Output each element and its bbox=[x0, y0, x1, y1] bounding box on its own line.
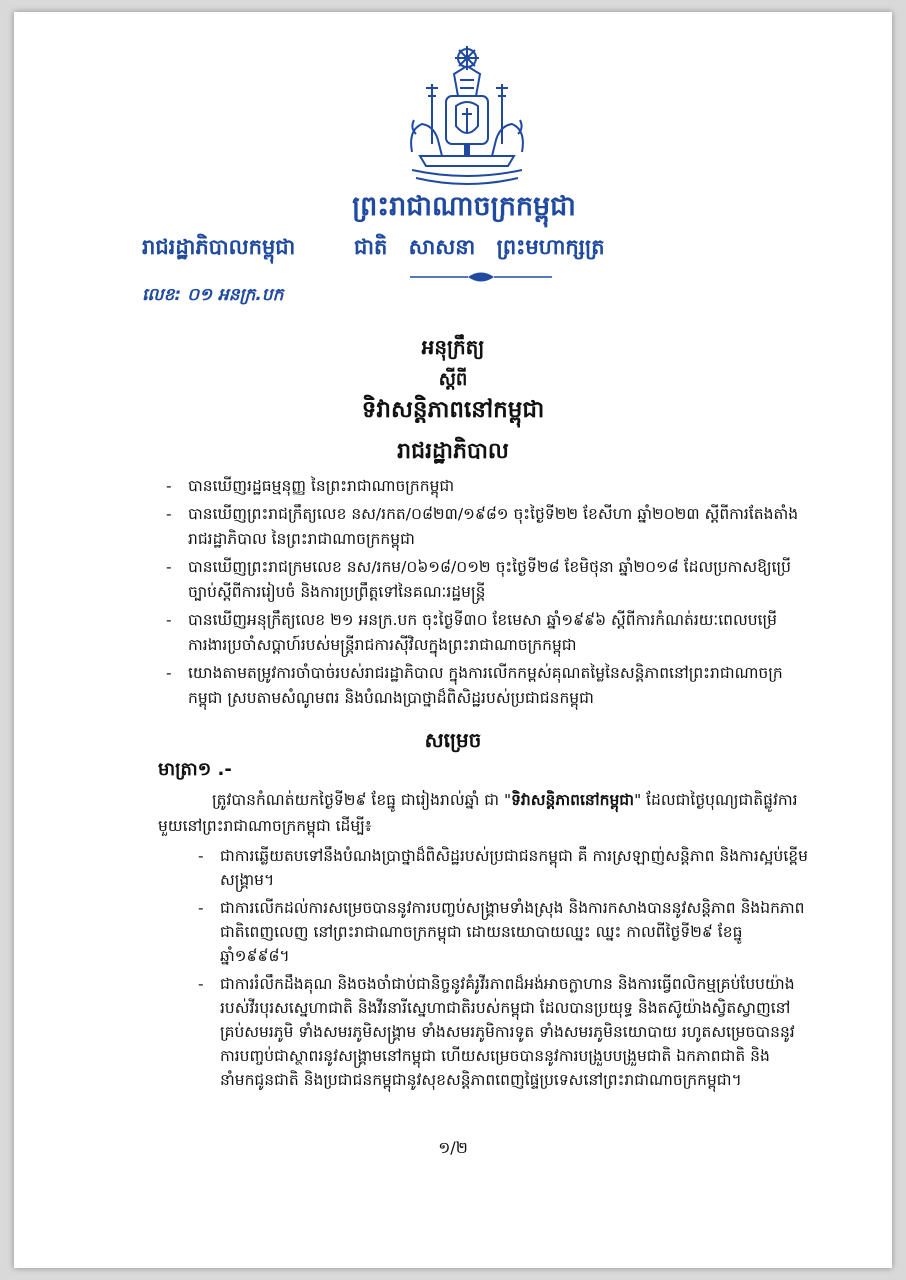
article-intro-after: " ដែលជាថ្ងៃបុណ្យជាតិផ្លូវការមួយនៅព្រះរាជាណាចក្រកម្ពុជា ដើម្បី៖ bbox=[158, 791, 798, 835]
document-issuer: រាជរដ្ឋាភិបាល bbox=[397, 439, 509, 464]
article-label: មាត្រា១ .- bbox=[158, 759, 232, 780]
page-number: ១/២ bbox=[438, 1138, 468, 1157]
list-item: - បានឃើញព្រះរាជក្រឹត្យលេខ នស/រកត/០៨២៣/១៩៨១ ចុះថ្ងៃទី២២ ខែសីហា ឆ្នាំ២០២៣ ស្ដីពីការតែងតាំងរាជរដ្ឋាភិបាល នៃព្រះរាជាណាចក្រកម្ពុជា bbox=[166, 502, 806, 552]
reference-list bbox=[166, 474, 806, 714]
article-intro-subject: ទិវាសន្តិភាពនៅកម្ពុជា bbox=[511, 791, 635, 809]
article-points bbox=[198, 844, 808, 1096]
royal-coat-of-arms-icon bbox=[402, 44, 532, 194]
list-item: - យោងតាមតម្រូវការចាំបាច់របស់រាជរដ្ឋាភិបាល ក្នុងការលើកកម្ពស់គុណតម្លៃនៃសន្តិភាពនៅព្រះរាជាណាចក្រកម្ពុជា ស្របតាមសំណូមពរ និងបំណងប្រាថ្នាដ៏ពិសិដ្ឋរបស់ប្រជាជនកម្ពុជា bbox=[166, 661, 806, 711]
document-page bbox=[14, 12, 892, 1268]
list-item: - ជាការរំលឹកដឹងគុណ និងចងចាំជាប់ជានិច្ចនូវគំរូវីរភាពដ៏អង់អាចក្លាហាន និងការធ្វើពលិកម្មគ្រប់បែបយ៉ាងរបស់វីរបុរសស្នេហាជាតិ និងវីរនារីស្នេហាជាតិរបស់កម្ពុជា ដែលបានប្រយុទ្ធ និងតស៊ូយ៉ាងស្វិតស្វាញនៅគ្រប់សមរភូមិ ទាំងសមរភូមិសង្គ្រាម ទាំងសមរភូមិការទូត ទាំងសមរភូមិនយោបាយ រហូតសម្រេចបាននូវការបញ្ចប់ជាស្ថាពរនូវសង្គ្រាមនៅកម្ពុជា ហើយសម្រេចបាននូវការបង្រួបបង្រួមជាតិ ឯកភាពជាតិ និងនាំមកជូនជាតិ និងប្រជាជនកម្ពុជានូវសុខសន្តិភាពពេញផ្ទៃប្រទេសនៅព្រះរាជាណាចក្រកម្ពុជា។ bbox=[198, 972, 808, 1092]
national-motto: ជាតិ សាសនា ព្រះមហាក្សត្រ bbox=[354, 235, 605, 259]
document-about: ស្ដីពី bbox=[438, 369, 468, 390]
article-intro bbox=[158, 787, 808, 839]
list-item: - ជាការលើកដល់ការសម្រេចបាននូវការបញ្ចប់សង្គ្រាមទាំងស្រុង និងការកសាងបាននូវសន្តិភាព និងឯកភាពជាតិពេញលេញ នៅព្រះរាជាណាចក្រកម្ពុជា ដោយនយោបាយឈ្នះ ឈ្នះ កាលពីថ្ងៃទី២៩ ខែធ្នូ ឆ្នាំ១៩៩៨។ bbox=[198, 896, 808, 968]
document-type: អនុក្រឹត្យ bbox=[421, 335, 485, 359]
list-item: - បានឃើញអនុក្រឹត្យលេខ ២១ អនក្រ.បក ចុះថ្ងៃទី៣០ ខែមេសា ឆ្នាំ១៩៩៦ ស្ដីពីការកំណត់រយៈពេលបម្រើការងារប្រចាំសប្ដាហ៍របស់មន្ត្រីរាជការស៊ីវិលក្នុងព្រះរាជាណាចក្រកម្ពុជា bbox=[166, 608, 806, 658]
list-item: - បានឃើញរដ្ឋធម្មនុញ្ញ នៃព្រះរាជាណាចក្រកម្ពុជា bbox=[166, 474, 806, 499]
article-intro-before: ត្រូវបានកំណត់យកថ្ងៃទី២៩ ខែធ្នូ ជារៀងរាល់ឆ្នាំ ជា " bbox=[212, 791, 512, 809]
document-number: លេខ: ០១ អនក្រ.បក bbox=[142, 285, 284, 305]
list-item: - បានឃើញព្រះរាជក្រមលេខ នស/រកម/០៦១៨/០១២ ចុះថ្ងៃទី២៨ ខែមិថុនា ឆ្នាំ២០១៨ ដែលប្រកាសឱ្យប្រើច្បាប់ស្ដីពីការរៀបចំ និងការប្រព្រឹត្តទៅនៃគណៈរដ្ឋមន្ត្រី bbox=[166, 555, 806, 605]
government-name: រាជរដ្ឋាភិបាលកម្ពុជា bbox=[142, 235, 296, 259]
kingdom-heading: ព្រះរាជាណាចក្រកម្ពុជា bbox=[352, 191, 576, 222]
decision-heading: សម្រេច bbox=[424, 728, 482, 752]
document-subject: ទិវាសន្តិភាពនៅកម្ពុជា bbox=[361, 397, 545, 423]
ornament-divider-icon bbox=[406, 270, 556, 284]
list-item: - ជាការឆ្លើយតបទៅនឹងបំណងប្រាថ្នាដ៏ពិសិដ្ឋរបស់ប្រជាជនកម្ពុជា គឺ ការស្រឡាញ់សន្តិភាព និងការស្អប់ខ្ពើមសង្គ្រាម។ bbox=[198, 844, 808, 892]
